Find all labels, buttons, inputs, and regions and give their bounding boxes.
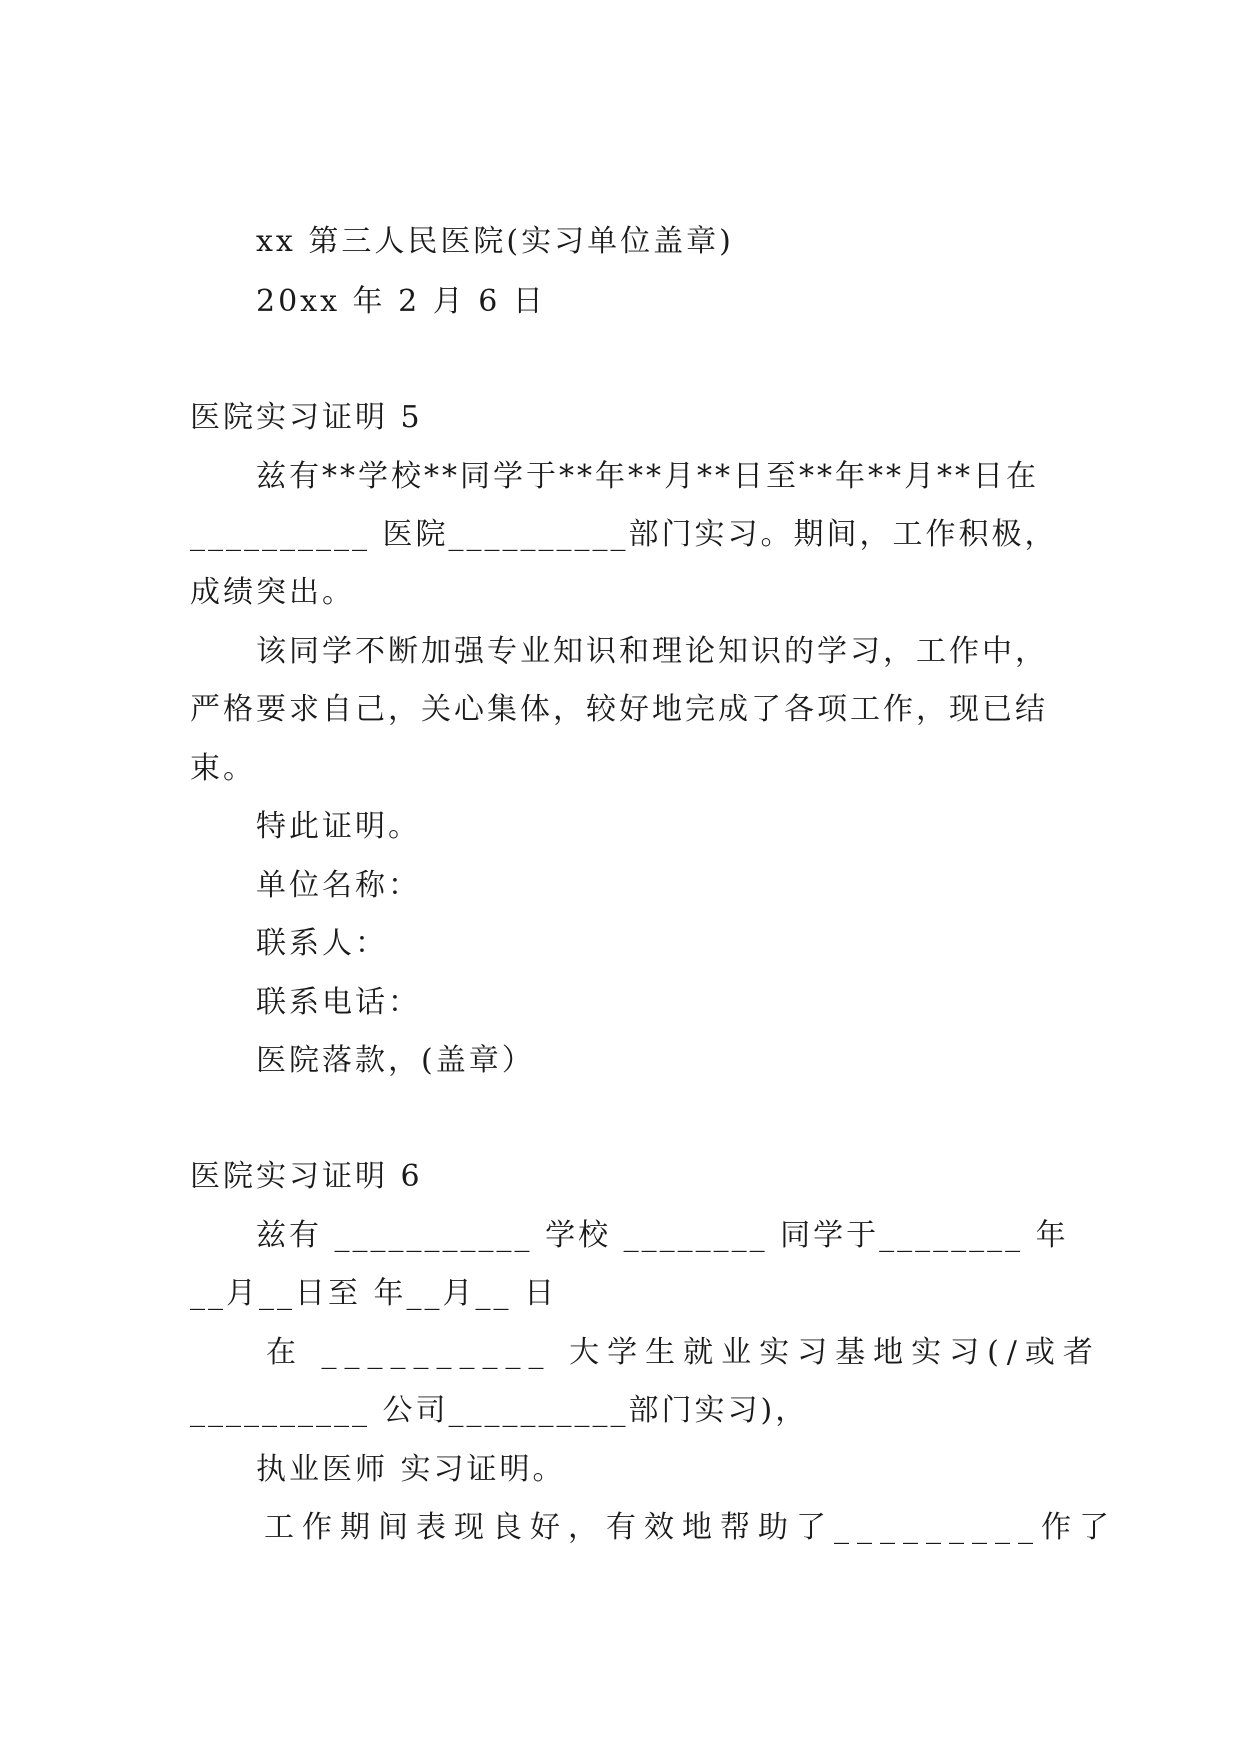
section6-line6: 工作期间表现良好，有效地帮助了_________作了 xyxy=(264,1510,1117,1545)
contact-phone-field: 联系电话： xyxy=(256,985,421,1020)
section5-body-line2: __________ 医院__________部门实习。期间，工作积极， xyxy=(190,517,1058,552)
section6-line2: __月__日至 年__月__ 日 xyxy=(190,1276,558,1311)
section6-line5: 执业医师 实习证明。 xyxy=(256,1452,566,1487)
hospital-signoff: 医院落款，(盖章） xyxy=(256,1043,535,1078)
section6-line1: 兹有 ___________ 学校 ________ 同学于________ 年 xyxy=(256,1218,1069,1253)
section5-para2-line3: 束。 xyxy=(190,751,256,786)
section5-para2-line1: 该同学不断加强专业知识和理论知识的学习，工作中， xyxy=(256,634,1048,669)
section6-line3: 在 __________ 大学生就业实习基地实习(/或者 xyxy=(266,1335,1101,1370)
section5-body-line1: 兹有**学校**同学于**年**月**日至**年**月**日在 xyxy=(256,459,1039,494)
section6-line4: __________ 公司__________部门实习)， xyxy=(190,1393,809,1428)
section-heading-5: 医院实习证明 5 xyxy=(190,400,423,435)
contact-person-field: 联系人： xyxy=(256,926,388,961)
section5-para2-line2: 严格要求自己，关心集体，较好地完成了各项工作，现已结 xyxy=(190,692,1048,727)
unit-name-field: 单位名称： xyxy=(256,868,421,903)
date-line: 20xx 年 2 月 6 日 xyxy=(256,284,546,319)
certify-line: 特此证明。 xyxy=(256,809,421,844)
section5-body-line3: 成绩突出。 xyxy=(190,575,355,610)
section-heading-6: 医院实习证明 6 xyxy=(190,1159,423,1194)
hospital-seal-line: xx 第三人民医院(实习单位盖章) xyxy=(256,224,734,259)
